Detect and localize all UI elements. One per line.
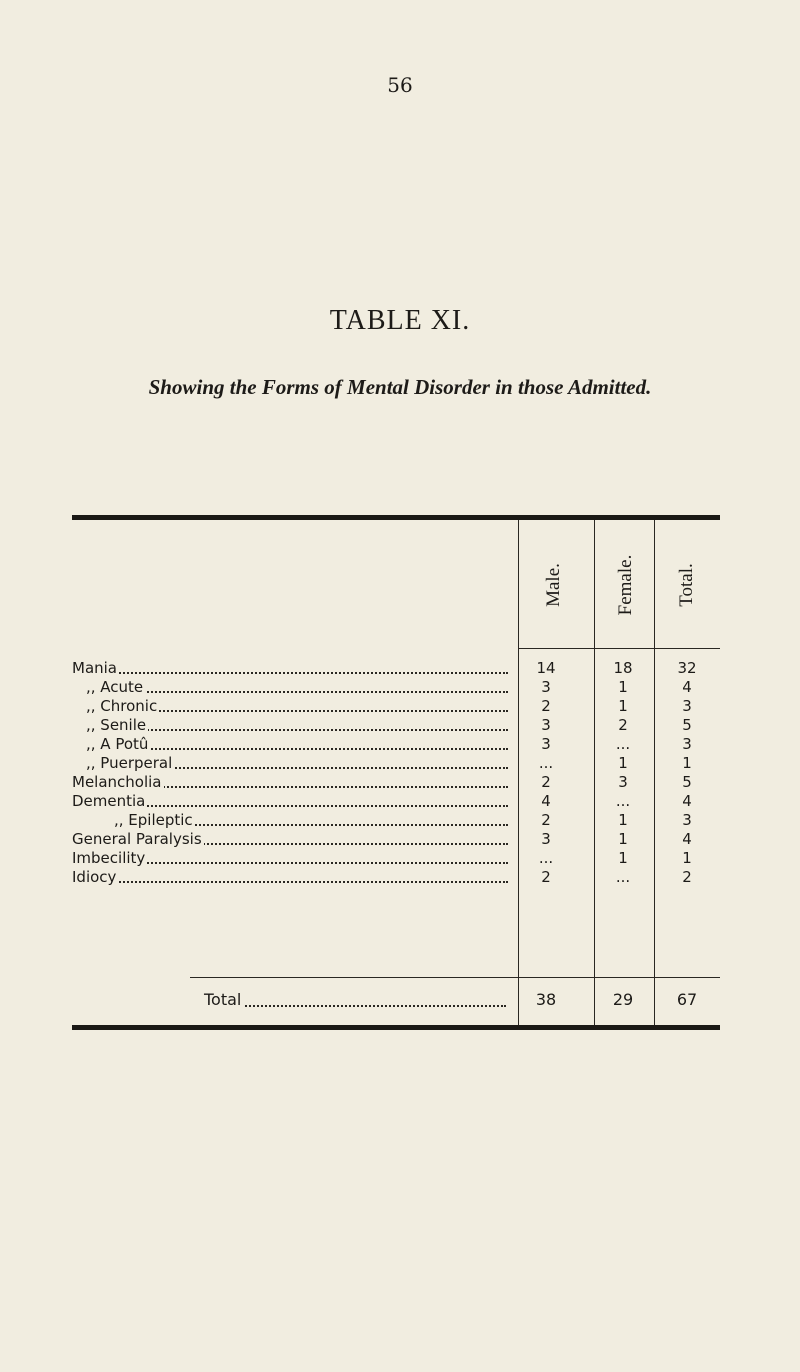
column-header-total: Total.	[676, 563, 697, 607]
cell-male: 14	[536, 659, 556, 677]
cell-female: 1	[618, 754, 628, 772]
total-male: 38	[535, 990, 557, 1009]
cell-male: 2	[541, 811, 551, 829]
table-top-rule	[72, 515, 720, 520]
row-label: Mania	[72, 658, 512, 678]
cell-male: 3	[541, 678, 551, 696]
cell-female: ...	[615, 792, 631, 810]
cell-total: 1	[682, 849, 692, 867]
cell-total: 4	[682, 830, 692, 848]
cell-female: 1	[618, 697, 628, 715]
cell-female: 18	[613, 659, 633, 677]
cell-total: 3	[682, 735, 692, 753]
cell-total: 2	[682, 868, 692, 886]
cell-female: 1	[618, 811, 628, 829]
cell-total: 1	[682, 754, 692, 772]
cell-female: 2	[618, 716, 628, 734]
row-label: Imbecility	[72, 848, 512, 868]
totals-rule	[190, 977, 720, 978]
total-female: 29	[612, 990, 634, 1009]
cell-total: 5	[682, 716, 692, 734]
totals-label: Total	[190, 985, 510, 1015]
cell-male: 3	[541, 735, 551, 753]
table-row	[72, 715, 720, 735]
table-row	[72, 658, 720, 678]
cell-female: ...	[615, 868, 631, 886]
table-subtitle: Showing the Forms of Mental Disorder in those Admitted.	[148, 375, 652, 399]
row-label: Dementia	[72, 791, 512, 811]
page-number: 56	[387, 73, 413, 97]
cell-total: 4	[682, 792, 692, 810]
cell-male: 2	[541, 697, 551, 715]
table-title: TABLE XI.	[329, 305, 471, 336]
row-label: General Paralysis	[72, 829, 512, 849]
cell-total: 32	[677, 659, 697, 677]
row-label: ,, Puerperal	[72, 753, 512, 773]
cell-female: 3	[618, 773, 628, 791]
row-label: ,, Senile	[72, 715, 512, 735]
table-row	[72, 696, 720, 716]
cell-female: 1	[618, 678, 628, 696]
cell-male: 2	[541, 868, 551, 886]
cell-male: 3	[541, 716, 551, 734]
table-row	[72, 810, 720, 830]
table-bottom-rule	[72, 1025, 720, 1030]
totals-row	[72, 985, 720, 1015]
cell-female: ...	[615, 735, 631, 753]
table-row	[72, 677, 720, 697]
cell-total: 4	[682, 678, 692, 696]
table-row	[72, 791, 720, 811]
cell-total: 5	[682, 773, 692, 791]
column-header-female: Female.	[615, 554, 636, 616]
table-row	[72, 734, 720, 754]
cell-male: 3	[541, 830, 551, 848]
row-label: Melancholia	[72, 772, 512, 792]
cell-male: 2	[541, 773, 551, 791]
column-header-male: Male.	[543, 563, 564, 607]
row-label: ,, A Potû	[72, 734, 512, 754]
table-row	[72, 753, 720, 773]
table-row	[72, 829, 720, 849]
total-total: 67	[676, 990, 698, 1009]
cell-total: 3	[682, 697, 692, 715]
table-row	[72, 772, 720, 792]
row-label: Idiocy	[72, 867, 512, 887]
cell-male: 4	[541, 792, 551, 810]
row-label: ,, Acute	[72, 677, 512, 697]
row-label: ,, Chronic	[72, 696, 512, 716]
row-label: ,, Epileptic	[72, 810, 512, 830]
cell-male: ...	[538, 849, 554, 867]
cell-male: ...	[538, 754, 554, 772]
cell-female: 1	[618, 849, 628, 867]
table-row	[72, 867, 720, 887]
table-row	[72, 848, 720, 868]
cell-female: 1	[618, 830, 628, 848]
cell-total: 3	[682, 811, 692, 829]
header-rule	[518, 648, 720, 649]
